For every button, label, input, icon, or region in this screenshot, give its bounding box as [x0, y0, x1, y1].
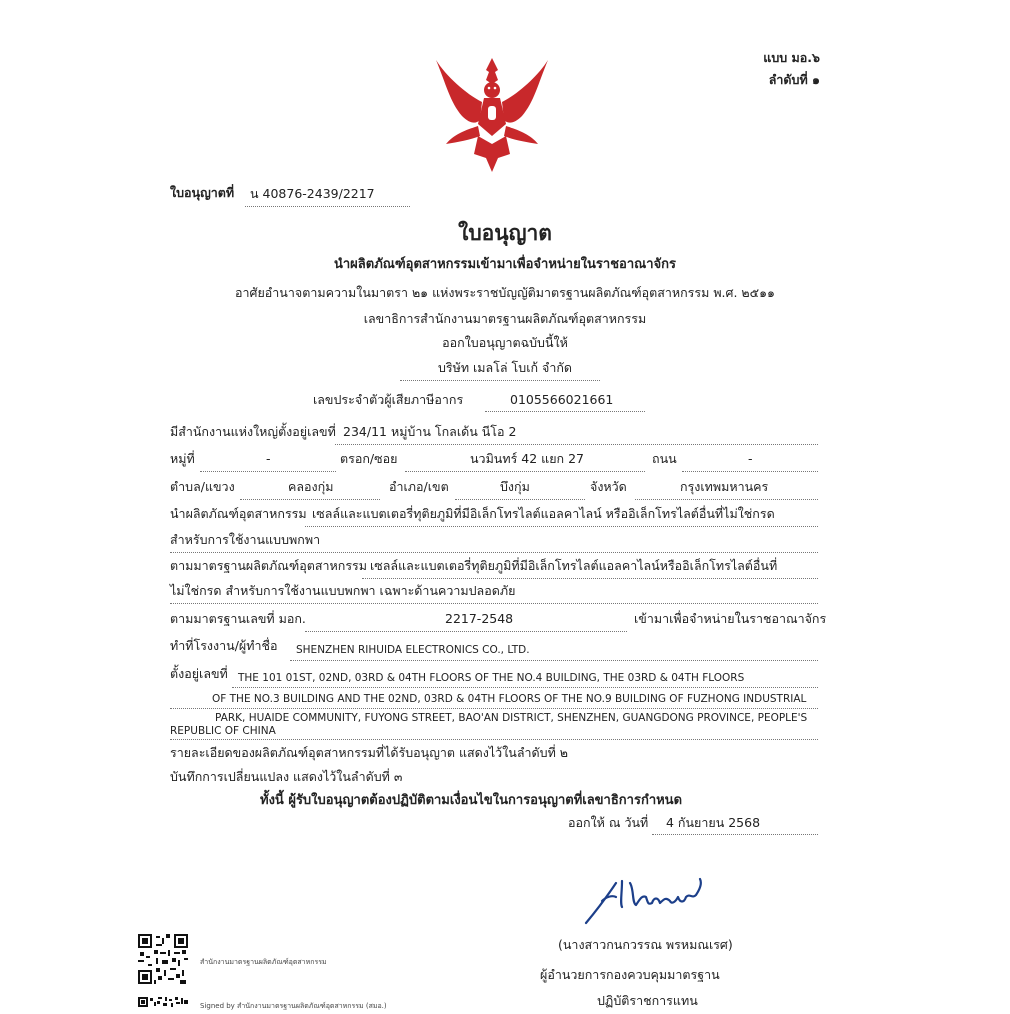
product-label: นำผลิตภัณฑ์อุตสาหกรรม: [170, 506, 307, 521]
tis-suffix: เข้ามาเพื่อจำหน่ายในราชอาณาจักร: [634, 611, 827, 626]
location-line4: REPUBLIC OF CHINA: [170, 725, 276, 737]
authority-line: อาศัยอำนาจตามความในมาตรา ๒๑ แห่งพระราชบัญญัติมาตรฐานผลิตภัณฑ์อุตสาหกรรม พ.ศ. ๒๕๑๑: [235, 285, 775, 300]
location-line2-rule: [170, 708, 818, 709]
tax-value: 0105566021661: [510, 392, 614, 407]
factory-line: [290, 660, 818, 661]
tambon-label: ตำบล/แขวง: [170, 479, 235, 494]
product-line2: สำหรับการใช้งานแบบพกพา: [170, 532, 321, 547]
issue-line: ออกใบอนุญาตฉบับนี้ให้: [442, 335, 568, 350]
tax-label: เลขประจำตัวผู้เสียภาษีอากร: [313, 392, 464, 407]
signer-position: ผู้อำนวยการกองควบคุมมาตรฐาน: [540, 967, 720, 982]
subtitle: นำผลิตภัณฑ์อุตสาหกรรมเข้ามาเพื่อจำหน่ายในราชอาณาจักร: [334, 257, 676, 272]
standard-line1-rule: [362, 578, 818, 579]
province-value: กรุงเทพมหานคร: [680, 479, 769, 494]
tis-value: 2217-2548: [445, 611, 514, 626]
hq-value: 234/11 หมู่บ้าน โกลเด้น นีโอ 2: [343, 424, 517, 439]
road-label: ถนน: [652, 451, 677, 466]
standard-line2: ไม่ใช่กรด สำหรับการใช้งานแบบพกพา เฉพาะด้านความปลอดภัย: [170, 583, 516, 598]
province-line: [635, 499, 818, 500]
standard-label: ตามมาตรฐานผลิตภัณฑ์อุตสาหกรรม: [170, 558, 367, 573]
issued-value: 4 กันยายน 2568: [666, 815, 761, 830]
license-no-line: [245, 206, 410, 207]
moo-value: -: [266, 451, 271, 466]
location-line4-rule: [170, 739, 818, 740]
soi-value: นวมินทร์ 42 แยก 27: [470, 451, 584, 466]
tis-label: ตามมาตรฐานเลขที่ มอก.: [170, 611, 306, 626]
details-line: รายละเอียดของผลิตภัณฑ์อุตสาหกรรมที่ได้รับอนุญาต แสดงไว้ในลำดับที่ ๒: [170, 745, 569, 760]
standard-line1: เซลล์และแบตเตอรี่ทุติยภูมิที่มีอิเล็กโทรไลต์แอลคาไลน์หรืออิเล็กโทรไลต์อื่นที่: [370, 558, 778, 573]
issued-label: ออกให้ ณ วันที่: [568, 815, 649, 830]
tis-line: [305, 631, 627, 632]
footer-office: สำนักงานมาตรฐานผลิตภัณฑ์อุตสาหกรรม: [200, 958, 327, 966]
form-code: แบบ มอ.๖: [763, 50, 820, 65]
location-line1: THE 101 01ST, 02ND, 03RD & 04TH FLOORS OF THE NO.4 BUILDING, THE 03RD & 04TH FLOORS: [238, 672, 745, 684]
product-line1-rule: [305, 526, 818, 527]
product-line2-rule: [170, 552, 818, 553]
condition-line: ทั้งนี้ ผู้รับใบอนุญาตต้องปฏิบัติตามเงื่อนไขในการอนุญาตที่เลขาธิการกำหนด: [260, 793, 683, 808]
secretary-line: เลขาธิการสำนักงานมาตรฐานผลิตภัณฑ์อุตสาหกรรม: [363, 311, 647, 326]
issued-line: [652, 834, 818, 835]
hq-label: มีสำนักงานแห่งใหญ่ตั้งอยู่เลขที่: [170, 424, 336, 439]
page-title: ใบอนุญาต: [458, 221, 552, 245]
footer-signed-by: Signed by สำนักงานมาตรฐานผลิตภัณฑ์อุตสาหกรรม (สมอ.): [200, 1002, 387, 1010]
moo-label: หมู่ที่: [170, 451, 195, 466]
road-line: [682, 471, 818, 472]
road-value: -: [748, 451, 753, 466]
changes-line: บันทึกการเปลี่ยนแปลง แสดงไว้ในลำดับที่ ๓: [170, 769, 403, 784]
product-line1: เซลล์และแบตเตอรี่ทุติยภูมิที่มีอิเล็กโทรไลต์แอลคาไลน์ หรืออิเล็กโทรไลต์อื่นที่ไม่ใช่กรด: [312, 506, 775, 521]
factory-value: SHENZHEN RIHUIDA ELECTRONICS CO., LTD.: [296, 644, 530, 656]
location-label: ตั้งอยู่เลขที่: [170, 666, 228, 681]
signer-name: (นางสาวกนกวรรณ พรหมณเรศ): [558, 937, 733, 952]
license-no-value: น 40876-2439/2217: [250, 186, 375, 201]
moo-line: [200, 471, 336, 472]
factory-label: ทำที่โรงงาน/ผู้ทำชื่อ: [170, 638, 278, 653]
location-line1-rule: [232, 687, 818, 688]
standard-line2-rule: [170, 603, 818, 604]
license-no-label: ใบอนุญาตที่: [170, 185, 235, 200]
signature-image: [582, 873, 712, 927]
soi-line: [405, 471, 645, 472]
amphoe-line: [455, 499, 585, 500]
location-line2: OF THE NO.3 BUILDING AND THE 02ND, 03RD & 04TH FLOORS OF THE NO.9 BUILDING OF FUZHONG INDUSTRIAL: [212, 693, 807, 705]
tax-line: [485, 411, 645, 412]
province-label: จังหวัด: [590, 479, 627, 494]
company-line: [400, 380, 600, 381]
signer-acting: ปฏิบัติราชการแทน: [597, 993, 698, 1008]
tambon-line: [240, 499, 380, 500]
soi-label: ตรอก/ซอย: [340, 451, 398, 466]
garuda-emblem-icon: [432, 54, 552, 174]
qr-code-icon[interactable]: [138, 934, 188, 984]
location-line3: PARK, HUAIDE COMMUNITY, FUYONG STREET, BAO'AN DISTRICT, SHENZHEN, GUANGDONG PROVINCE, PEOPLE'S: [215, 712, 808, 724]
company-name: บริษัท เมลโล่ โบเก้ จำกัด: [437, 360, 573, 375]
tambon-value: คลองกุ่ม: [288, 479, 334, 494]
amphoe-value: บึงกุ่ม: [500, 479, 530, 494]
hq-line: [335, 444, 818, 445]
small-qr-icon: [138, 997, 188, 1007]
form-sequence: ลำดับที่ ๑: [768, 72, 820, 87]
amphoe-label: อำเภอ/เขต: [389, 479, 449, 494]
